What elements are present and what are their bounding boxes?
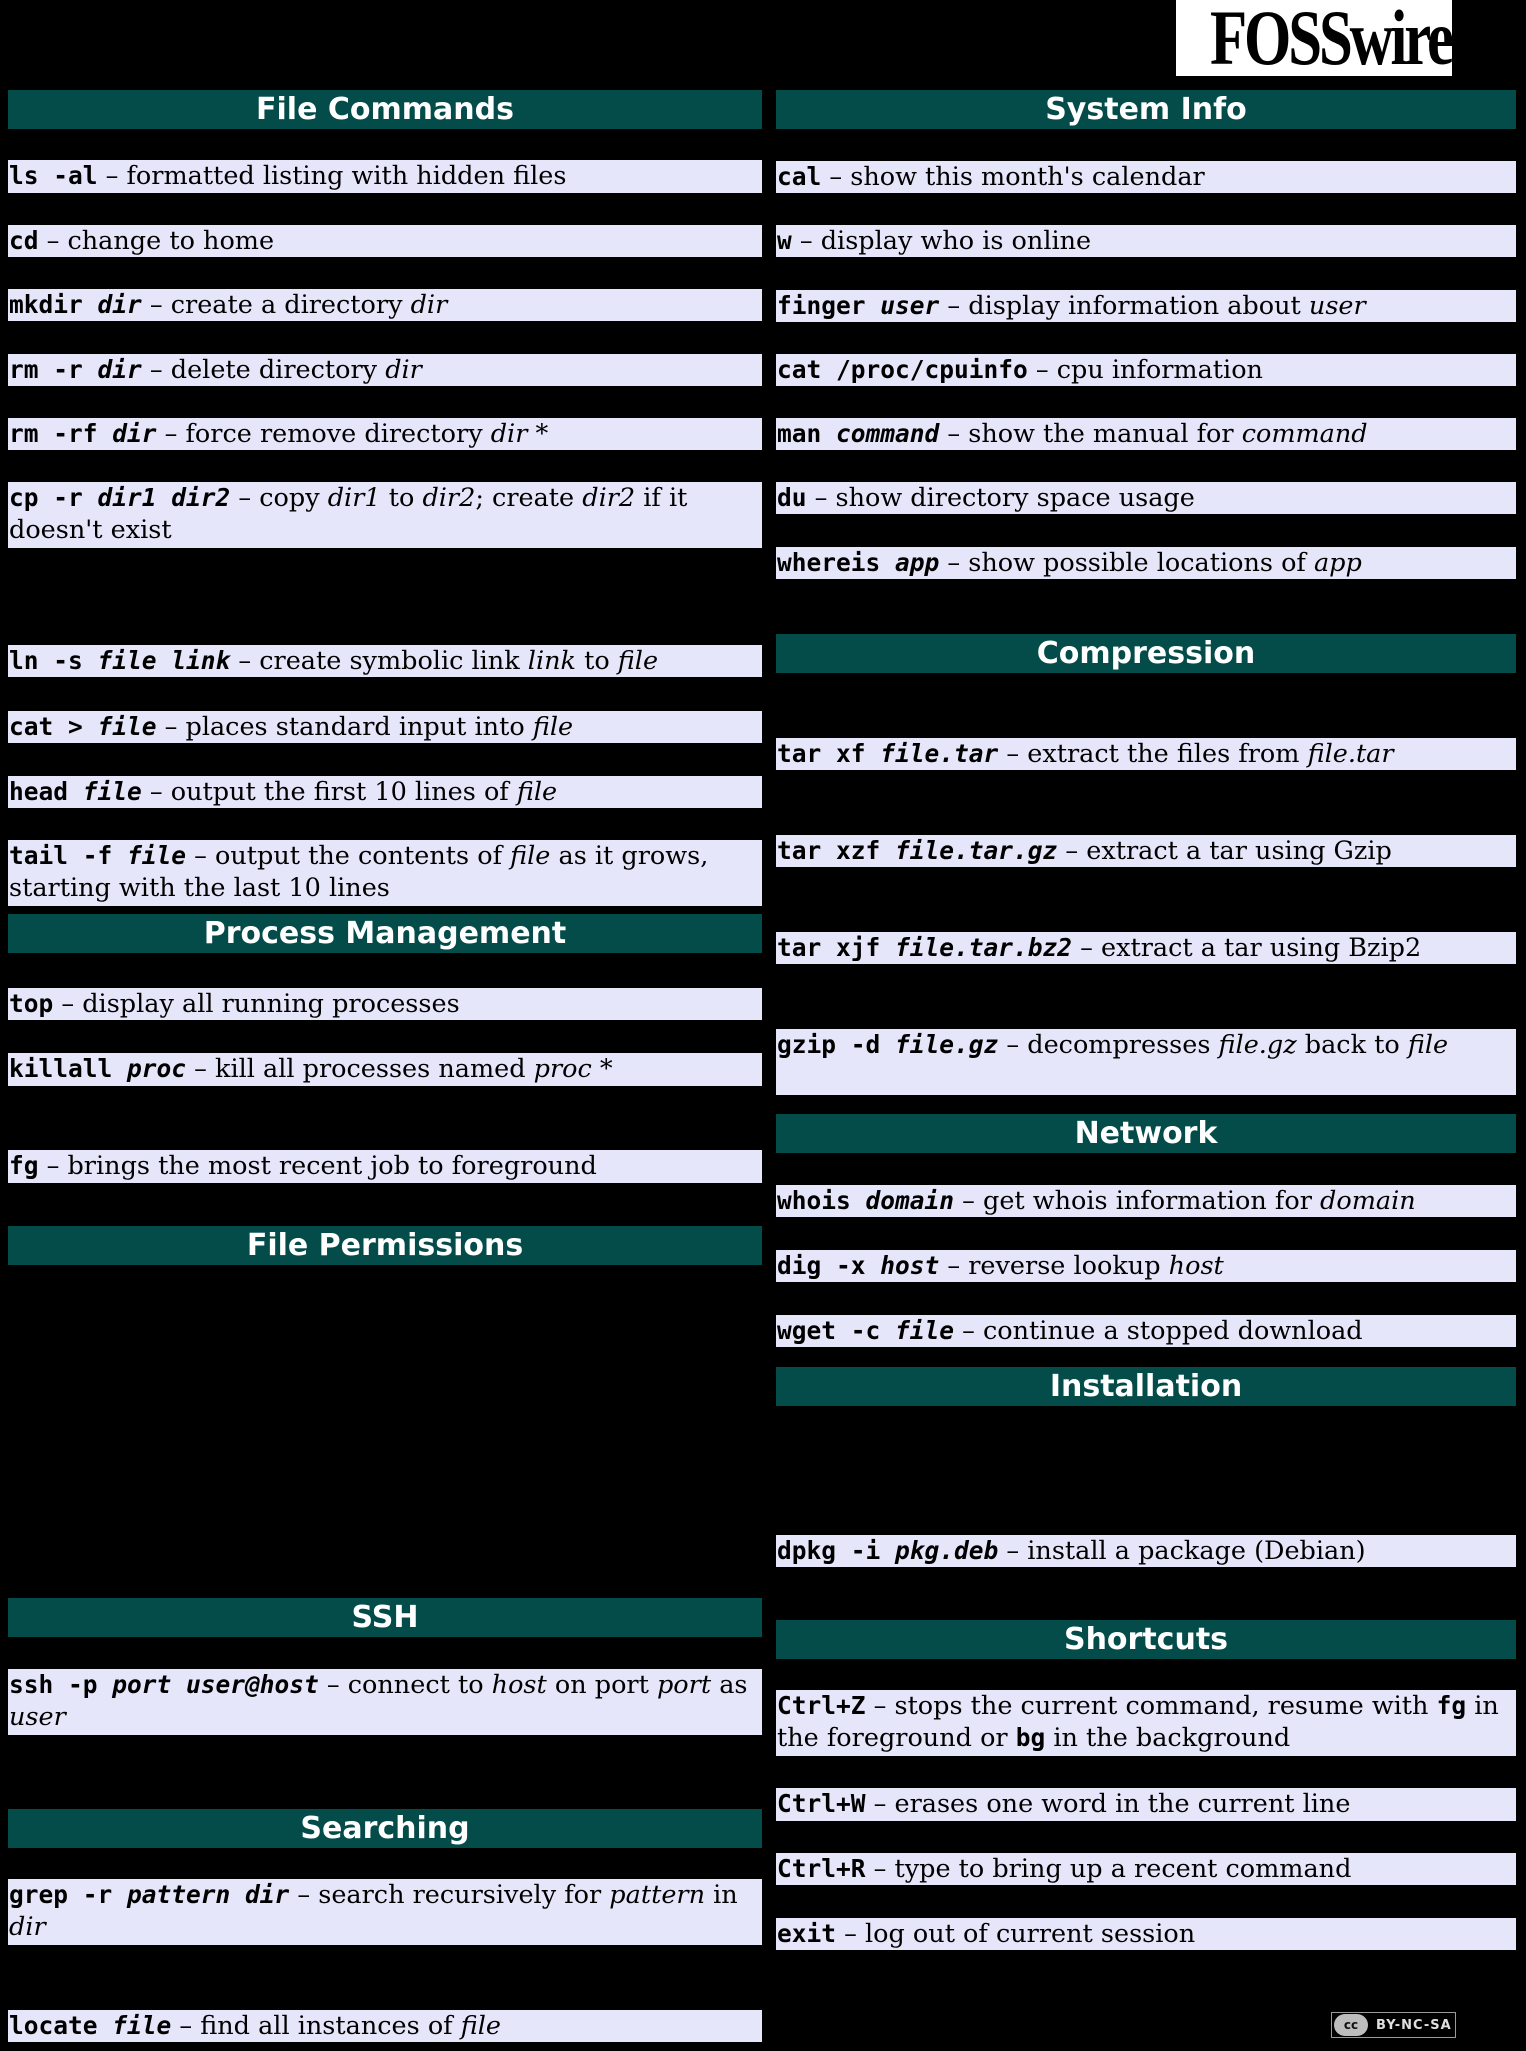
command-text: Ctrl+W bbox=[777, 1789, 866, 1818]
command-text: dpkg -i bbox=[777, 1536, 896, 1565]
command-row bbox=[8, 354, 762, 386]
description-text: – decompresses bbox=[998, 1030, 1219, 1060]
description-text: file bbox=[617, 646, 659, 676]
command-row bbox=[8, 2010, 762, 2042]
command-text: tail -f bbox=[9, 841, 128, 870]
description-text: – show this month's calendar bbox=[821, 162, 1205, 192]
command-text: dig -x bbox=[777, 1251, 881, 1280]
description-text: – find all instances of bbox=[171, 2011, 461, 2041]
command-argument: file.gz bbox=[895, 1030, 999, 1059]
command-row bbox=[8, 988, 762, 1020]
command-argument: port user@host bbox=[112, 1670, 319, 1699]
command-row bbox=[8, 776, 762, 808]
command-text: whereis bbox=[777, 548, 896, 577]
description-text: file bbox=[1407, 1030, 1449, 1060]
command-text: cp -r bbox=[9, 483, 98, 512]
command-argument: dir bbox=[97, 355, 142, 384]
command-text: whois bbox=[777, 1186, 866, 1215]
description-text: – extract a tar using Bzip2 bbox=[1072, 933, 1422, 963]
description-text: – erases one word in the current line bbox=[865, 1789, 1351, 1819]
command-text: ssh -p bbox=[9, 1670, 113, 1699]
command-argument: file bbox=[82, 777, 142, 806]
license-label: BY-NC-SA bbox=[1376, 2017, 1452, 2033]
description-text: – formatted listing with hidden files bbox=[97, 161, 567, 191]
section-header-shortcuts: Shortcuts bbox=[776, 1620, 1516, 1659]
command-row bbox=[8, 289, 762, 321]
description-text: user bbox=[1308, 291, 1366, 321]
command-text: Ctrl+R bbox=[777, 1854, 866, 1883]
description-text: – show possible locations of bbox=[939, 548, 1314, 578]
command-row bbox=[8, 645, 762, 677]
description-text: host bbox=[491, 1670, 547, 1700]
description-text: in bbox=[705, 1880, 738, 1910]
description-text: – connect to bbox=[318, 1670, 492, 1700]
command-text: head bbox=[9, 777, 83, 806]
command-row bbox=[776, 1918, 1516, 1950]
description-text: dir bbox=[9, 1912, 46, 1942]
command-row bbox=[776, 738, 1516, 770]
description-text: – log out of current session bbox=[836, 1919, 1196, 1949]
command-argument: file.tar bbox=[880, 739, 999, 768]
description-text: – change to home bbox=[38, 226, 275, 256]
description-text: – stops the current command, resume with bbox=[865, 1691, 1437, 1721]
command-text: cal bbox=[777, 162, 822, 191]
description-text: file bbox=[516, 777, 558, 807]
description-text: in the background bbox=[1045, 1723, 1291, 1753]
command-argument: dir1 dir2 bbox=[97, 483, 231, 512]
section-header-network: Network bbox=[776, 1114, 1516, 1153]
description-text: file bbox=[460, 2011, 501, 2041]
description-text: as bbox=[711, 1670, 748, 1700]
command-row bbox=[776, 354, 1516, 386]
description-text: – show the manual for bbox=[939, 419, 1242, 449]
description-text: – cpu information bbox=[1027, 355, 1263, 385]
command-argument: command bbox=[836, 419, 940, 448]
command-row bbox=[8, 1879, 762, 1945]
description-text: domain bbox=[1320, 1186, 1416, 1216]
command-text: cat /proc/cpuinfo bbox=[777, 355, 1028, 384]
description-text: dir2 bbox=[582, 483, 636, 513]
command-row bbox=[776, 1185, 1516, 1217]
description-text: as it grows, starting with the last 10 lines bbox=[9, 841, 709, 903]
command-row bbox=[8, 840, 762, 906]
description-text: file bbox=[510, 841, 551, 871]
description-text: – output the contents of bbox=[186, 841, 511, 871]
command-row bbox=[776, 290, 1516, 322]
description-text: dir bbox=[490, 419, 528, 449]
description-text: – display all running processes bbox=[53, 989, 460, 1019]
section-header-process-management: Process Management bbox=[8, 914, 762, 953]
command-argument: file.tar.bz2 bbox=[895, 933, 1073, 962]
description-text: ; create bbox=[475, 483, 583, 513]
command-row bbox=[776, 1535, 1516, 1567]
command-row bbox=[8, 225, 762, 257]
command-text: man bbox=[777, 419, 837, 448]
section-header-searching: Searching bbox=[8, 1809, 762, 1848]
description-text: link bbox=[527, 646, 576, 676]
command-text: tar xf bbox=[777, 739, 881, 768]
command-text: gzip -d bbox=[777, 1030, 896, 1059]
description-text: – delete directory bbox=[141, 355, 386, 385]
section-header-system-info: System Info bbox=[776, 90, 1516, 129]
command-argument: file bbox=[127, 841, 187, 870]
description-text: – create a directory bbox=[141, 290, 411, 320]
description-text: file.gz bbox=[1218, 1030, 1297, 1060]
command-text: tar xzf bbox=[777, 836, 896, 865]
command-row bbox=[776, 418, 1516, 450]
description-text: to bbox=[380, 483, 423, 513]
command-row bbox=[8, 160, 762, 193]
description-text: – display who is online bbox=[791, 226, 1092, 256]
command-row bbox=[776, 1853, 1516, 1885]
description-text: file bbox=[532, 712, 574, 742]
command-row bbox=[776, 1029, 1516, 1095]
command-argument: app bbox=[895, 548, 940, 577]
description-text: pattern bbox=[609, 1880, 706, 1910]
section-header-installation: Installation bbox=[776, 1367, 1516, 1406]
command-text: top bbox=[9, 989, 54, 1018]
description-text: – places standard input into bbox=[156, 712, 533, 742]
command-text: du bbox=[777, 483, 807, 512]
description-text: if it doesn't exist bbox=[9, 483, 688, 545]
section-header-file-permissions: File Permissions bbox=[8, 1226, 762, 1265]
command-row bbox=[776, 1250, 1516, 1282]
description-text: – display information about bbox=[939, 291, 1309, 321]
description-text: – brings the most recent job to foreground bbox=[38, 1151, 597, 1181]
command-row bbox=[8, 1150, 762, 1183]
command-argument: file link bbox=[97, 646, 231, 675]
command-argument: dir bbox=[97, 290, 142, 319]
command-row bbox=[776, 482, 1516, 514]
description-text: – output the first 10 lines of bbox=[141, 777, 517, 807]
description-text: * bbox=[591, 1054, 613, 1084]
command-text: mkdir bbox=[9, 290, 98, 319]
command-text: Ctrl+Z bbox=[777, 1691, 866, 1720]
description-text: – get whois information for bbox=[954, 1186, 1321, 1216]
command-text: w bbox=[777, 226, 792, 255]
command-row bbox=[776, 1788, 1516, 1821]
description-text: command bbox=[1241, 419, 1368, 449]
command-text: exit bbox=[777, 1919, 837, 1948]
section-header-ssh: SSH bbox=[8, 1598, 762, 1637]
command-argument: proc bbox=[127, 1054, 187, 1083]
description-text: app bbox=[1313, 548, 1362, 578]
description-text: proc bbox=[533, 1054, 592, 1084]
command-text: ls -al bbox=[9, 161, 98, 190]
description-text: on port bbox=[546, 1670, 657, 1700]
description-text: – type to bring up a recent command bbox=[865, 1854, 1352, 1884]
description-text: – create symbolic link bbox=[230, 646, 528, 676]
command-argument: domain bbox=[865, 1186, 955, 1215]
command-text: fg bbox=[9, 1151, 39, 1180]
command-row bbox=[8, 1669, 762, 1735]
description-text: – kill all processes named bbox=[186, 1054, 534, 1084]
description-text: – show directory space usage bbox=[806, 483, 1195, 513]
description-text: dir bbox=[385, 355, 422, 385]
description-text: – extract a tar using Gzip bbox=[1057, 836, 1392, 866]
command-text: ln -s bbox=[9, 646, 98, 675]
command-text: rm -rf bbox=[9, 419, 113, 448]
command-text: killall bbox=[9, 1054, 128, 1083]
command-text: finger bbox=[777, 291, 881, 320]
description-text: host bbox=[1168, 1251, 1224, 1281]
command-argument: pattern dir bbox=[127, 1880, 290, 1909]
command-row bbox=[776, 547, 1516, 579]
description-text: – reverse lookup bbox=[939, 1251, 1169, 1281]
command-text: cd bbox=[9, 226, 39, 255]
command-argument: file bbox=[895, 1316, 955, 1345]
description-text: – force remove directory bbox=[156, 419, 491, 449]
description-text: file.tar bbox=[1307, 739, 1394, 769]
command-row bbox=[776, 1690, 1516, 1756]
command-argument: file bbox=[97, 712, 157, 741]
command-argument: file.tar.gz bbox=[895, 836, 1058, 865]
command-text: fg bbox=[1436, 1691, 1467, 1720]
description-text: port bbox=[656, 1670, 712, 1700]
command-row bbox=[776, 835, 1516, 867]
command-argument: user bbox=[880, 291, 940, 320]
command-text: locate bbox=[9, 2011, 113, 2040]
section-header-file-commands: File Commands bbox=[8, 90, 762, 129]
description-text: to bbox=[575, 646, 618, 676]
command-row bbox=[8, 418, 762, 450]
description-text: – search recursively for bbox=[289, 1880, 610, 1910]
command-text: bg bbox=[1015, 1723, 1046, 1752]
command-text: tar xjf bbox=[777, 933, 896, 962]
description-text: dir2 bbox=[422, 483, 476, 513]
command-text: rm -r bbox=[9, 355, 98, 384]
command-text: cat > bbox=[9, 712, 98, 741]
command-argument: dir bbox=[112, 419, 157, 448]
command-row bbox=[776, 1315, 1516, 1347]
command-row bbox=[8, 1053, 762, 1086]
description-text: – extract the files from bbox=[998, 739, 1308, 769]
description-text: – copy bbox=[230, 483, 328, 513]
description-text: in the foreground or bbox=[777, 1691, 1499, 1753]
description-text: * bbox=[527, 419, 549, 449]
fosswire-logo: FOSSwire bbox=[1176, 0, 1452, 76]
description-text: back to bbox=[1296, 1030, 1408, 1060]
description-text: dir bbox=[410, 290, 448, 320]
command-argument: host bbox=[880, 1251, 940, 1280]
command-text: grep -r bbox=[9, 1880, 128, 1909]
command-row bbox=[8, 482, 762, 548]
command-argument: file bbox=[112, 2011, 172, 2040]
command-row bbox=[776, 161, 1516, 193]
creative-commons-icon: cc bbox=[1334, 2014, 1368, 2036]
section-header-compression: Compression bbox=[776, 634, 1516, 673]
description-text: user bbox=[9, 1702, 66, 1732]
command-argument: pkg.deb bbox=[895, 1536, 999, 1565]
description-text: dir1 bbox=[327, 483, 381, 513]
command-row bbox=[8, 711, 762, 743]
command-row bbox=[776, 225, 1516, 257]
description-text: – install a package (Debian) bbox=[998, 1536, 1366, 1566]
description-text: – continue a stopped download bbox=[954, 1316, 1363, 1346]
command-row bbox=[776, 932, 1516, 964]
license-badge[interactable] bbox=[1331, 2012, 1456, 2038]
command-text: wget -c bbox=[777, 1316, 896, 1345]
